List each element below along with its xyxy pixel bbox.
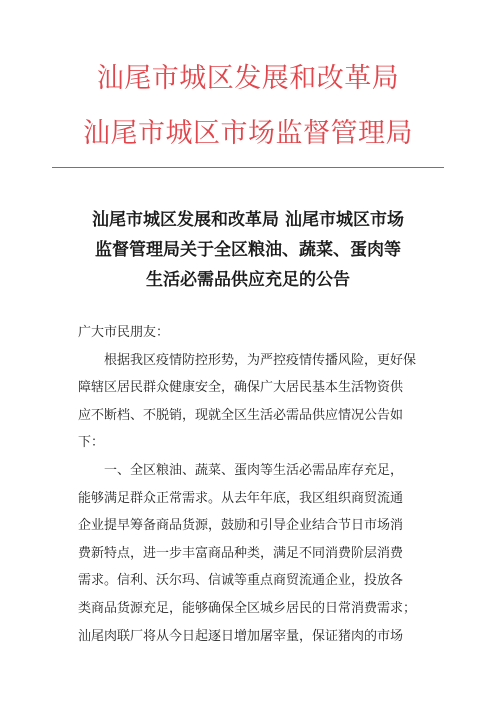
salutation: 广大市民朋友： [78, 325, 170, 340]
body-line: 需求。信利、沃尔玛、信诚等重点商贸流通企业，投放各 [78, 573, 404, 589]
body-line: 费新特点，进一步丰富商品种类，满足不同消费阶层消费 [78, 545, 404, 561]
body-line: 一、全区粮油、蔬菜、蛋肉等生活必需品库存充足， [104, 462, 404, 478]
issuer-name-1: 汕尾市城区发展和改革局 [96, 63, 400, 94]
body-line: 企业提早筹备商品货源，鼓励和引导企业结合节日市场消 [78, 518, 404, 534]
issuer-name-2: 汕尾市城区市场监督管理局 [83, 118, 413, 149]
body-line: 能够满足群众正常需求。从去年年底，我区组织商贸流通 [78, 490, 404, 506]
notice-title [52, 205, 444, 295]
body-line: 下： [78, 435, 105, 451]
body-line: 类商品货源充足，能够确保全区城乡居民的日常消费需求； [78, 600, 417, 616]
body-line: 应不断档、不脱销，现就全区生活必需品供应情况公告如 [78, 407, 404, 423]
red-divider-line [52, 167, 444, 168]
body-line: 障辖区居民群众健康安全，确保广大居民基本生活物资供 [78, 380, 404, 396]
notice-body [78, 319, 420, 650]
notice-title-line: 监督管理局关于全区粮油、蔬菜、蛋肉等 [95, 240, 401, 260]
notice-title-line: 汕尾市城区发展和改革局 汕尾市城区市场 [92, 210, 404, 230]
notice-title-line: 生活必需品供应充足的公告 [146, 270, 350, 290]
body-line: 根据我区疫情防控形势，为严控疫情传播风险，更好保 [104, 352, 417, 368]
body-line: 汕尾肉联厂将从今日起逐日增加屠宰量，保证猪肉的市场 [78, 628, 404, 644]
